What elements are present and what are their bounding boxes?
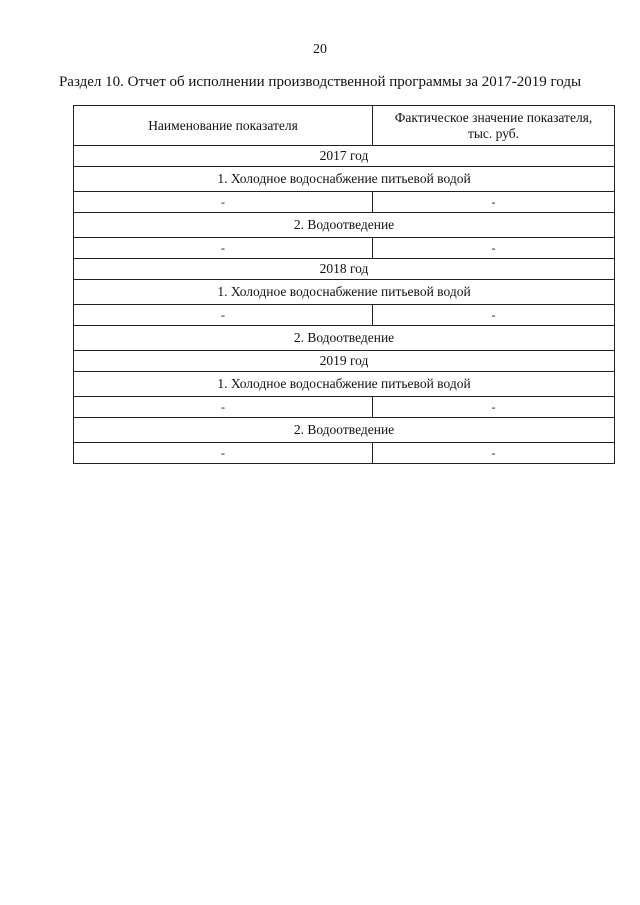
- page-number: 20: [313, 42, 327, 57]
- header-actual-value-line2: тыс. руб.: [467, 125, 520, 141]
- year-row: [74, 259, 615, 280]
- year-row: [74, 351, 615, 372]
- group-title: 1. Холодное водоснабжение питьевой водой: [74, 372, 615, 397]
- table-row: [74, 443, 615, 464]
- table-row: [74, 305, 615, 326]
- indicator-cell: -: [74, 397, 373, 418]
- value-cell: -: [373, 305, 615, 326]
- group-title: 1. Холодное водоснабжение питьевой водой: [74, 280, 615, 305]
- table-row: [74, 238, 615, 259]
- group-title: 1. Холодное водоснабжение питьевой водой: [74, 167, 615, 192]
- group-row: [74, 372, 615, 397]
- group-title: 2. Водоотведение: [74, 326, 615, 351]
- table-header-row: [74, 106, 615, 146]
- report-table: [73, 105, 615, 464]
- table-row: [74, 192, 615, 213]
- indicator-cell: -: [74, 443, 373, 464]
- value-cell: -: [373, 238, 615, 259]
- value-cell: -: [373, 443, 615, 464]
- group-title: 2. Водоотведение: [74, 213, 615, 238]
- group-row: [74, 418, 615, 443]
- table-row: [74, 397, 615, 418]
- header-indicator-name: Наименование показателя: [74, 106, 373, 146]
- year-row: [74, 146, 615, 167]
- value-cell: -: [373, 397, 615, 418]
- header-actual-value-line1: Фактическое значение показателя,: [394, 109, 593, 125]
- group-row: [74, 280, 615, 305]
- indicator-cell: -: [74, 305, 373, 326]
- section-title: Раздел 10. Отчет об исполнении производственной программы за 2017-2019 годы: [58, 74, 582, 90]
- year-label: 2018 год: [74, 259, 615, 280]
- indicator-cell: -: [74, 192, 373, 213]
- year-label: 2017 год: [74, 146, 615, 167]
- header-actual-value: [373, 106, 615, 146]
- group-row: [74, 167, 615, 192]
- group-row: [74, 213, 615, 238]
- value-cell: -: [373, 192, 615, 213]
- year-label: 2019 год: [74, 351, 615, 372]
- indicator-cell: -: [74, 238, 373, 259]
- group-row: [74, 326, 615, 351]
- group-title: 2. Водоотведение: [74, 418, 615, 443]
